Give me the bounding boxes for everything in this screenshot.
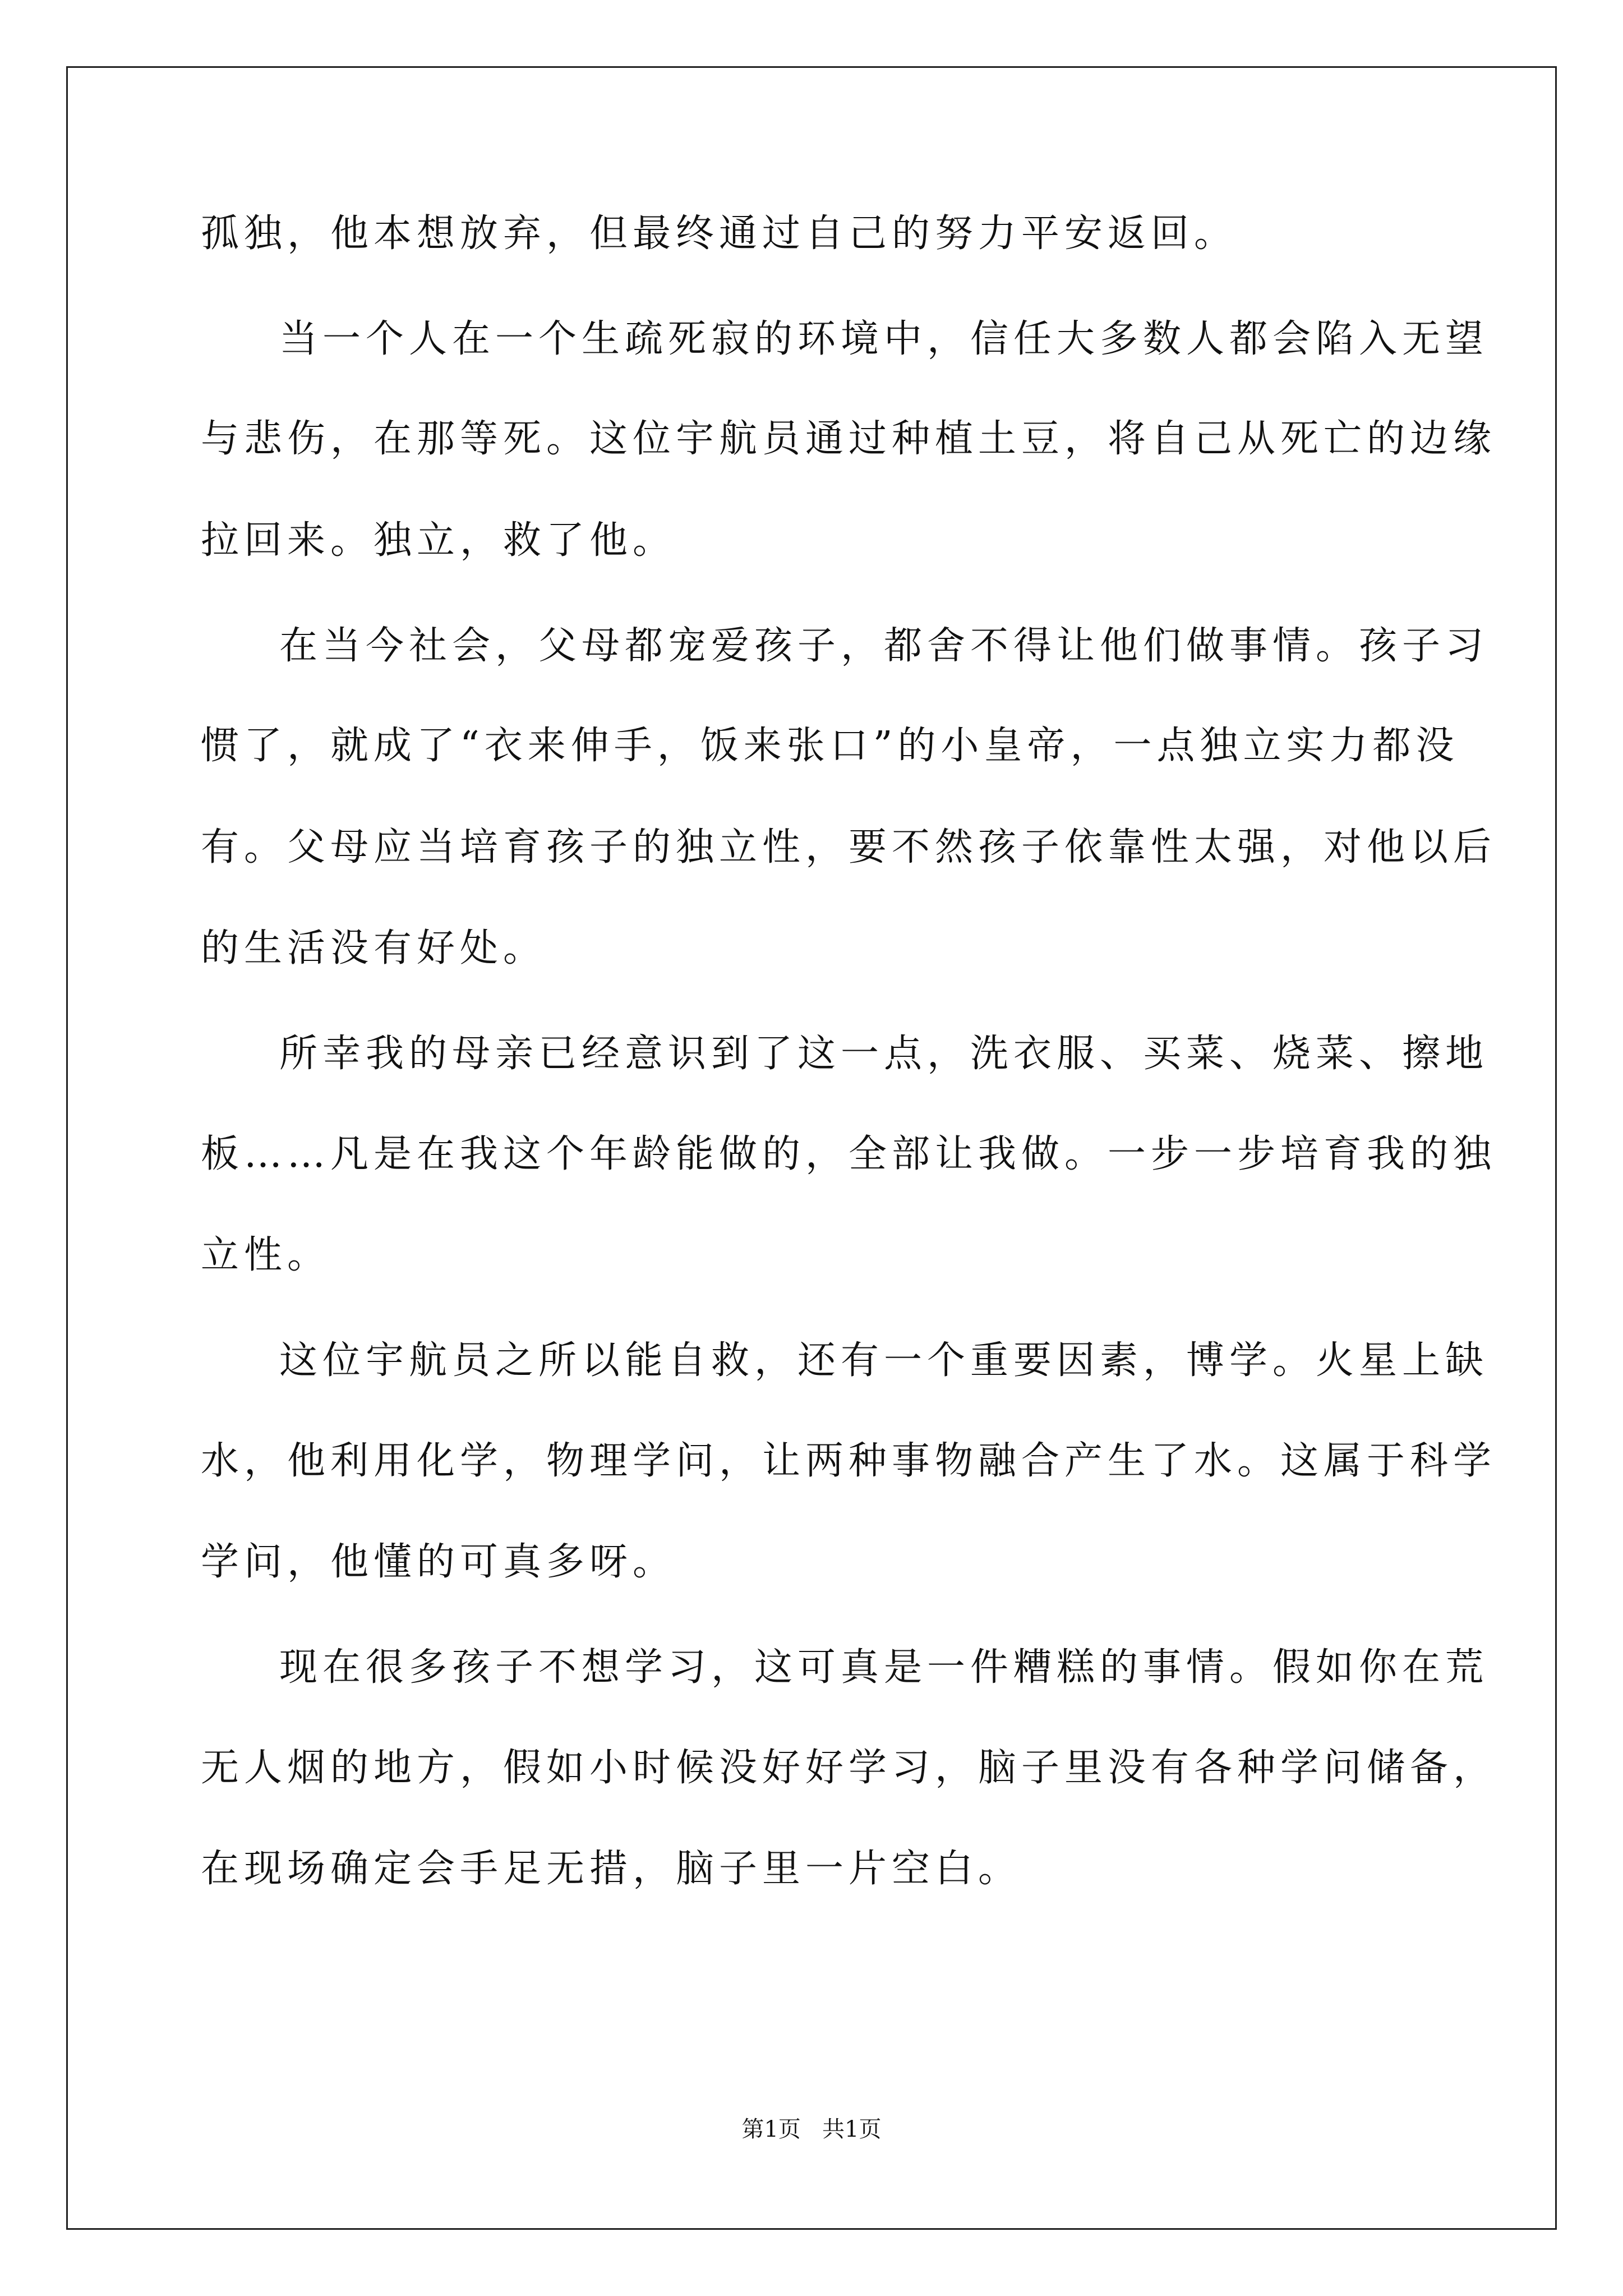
text-line: 孤独，他本想放弃，但最终通过自己的努力平安返回。 bbox=[201, 211, 1238, 256]
text-line: 所幸我的母亲已经意识到了这一点，洗衣服、买菜、烧菜、擦地 bbox=[279, 1032, 1489, 1076]
text-line: 在现场确定会手足无措，脑子里一片空白。 bbox=[201, 1847, 1022, 1891]
text-line: 这位宇航员之所以能自救，还有一个重要因素，博学。火星上缺 bbox=[279, 1338, 1489, 1383]
text-line: 板……凡是在我这个年龄能做的，全部让我做。一步一步培育我的独 bbox=[201, 1132, 1497, 1176]
page-number-footer: 第1页 共1页 bbox=[741, 2116, 882, 2142]
text-line: 与悲伤，在那等死。这位宇航员通过种植土豆，将自己从死亡的边缘 bbox=[201, 417, 1497, 461]
text-line: 在当今社会，父母都宠爱孩子，都舍不得让他们做事情。孩子习 bbox=[279, 624, 1489, 668]
text-line: 拉回来。独立，救了他。 bbox=[201, 518, 676, 563]
text-line: 惯了，就成了“衣来伸手，饭来张口”的小皇帝，一点独立实力都没 bbox=[201, 724, 1459, 768]
text-line: 有。父母应当培育孩子的独立性，要不然孩子依靠性太强，对他以后 bbox=[201, 825, 1497, 869]
text-line: 无人烟的地方，假如小时候没好好学习，脑子里没有各种学问储备， bbox=[201, 1746, 1497, 1790]
text-line: 水，他利用化学，物理学问，让两种事物融合产生了水。这属于科学 bbox=[201, 1439, 1497, 1483]
text-line: 的生活没有好处。 bbox=[201, 926, 547, 970]
text-line: 立性。 bbox=[201, 1233, 331, 1277]
text-line: 当一个人在一个生疏死寂的环境中，信任大多数人都会陷入无望 bbox=[279, 317, 1489, 361]
text-line: 现在很多孩子不想学习，这可真是一件糟糕的事情。假如你在荒 bbox=[279, 1645, 1489, 1690]
text-line: 学问，他懂的可真多呀。 bbox=[201, 1540, 676, 1584]
